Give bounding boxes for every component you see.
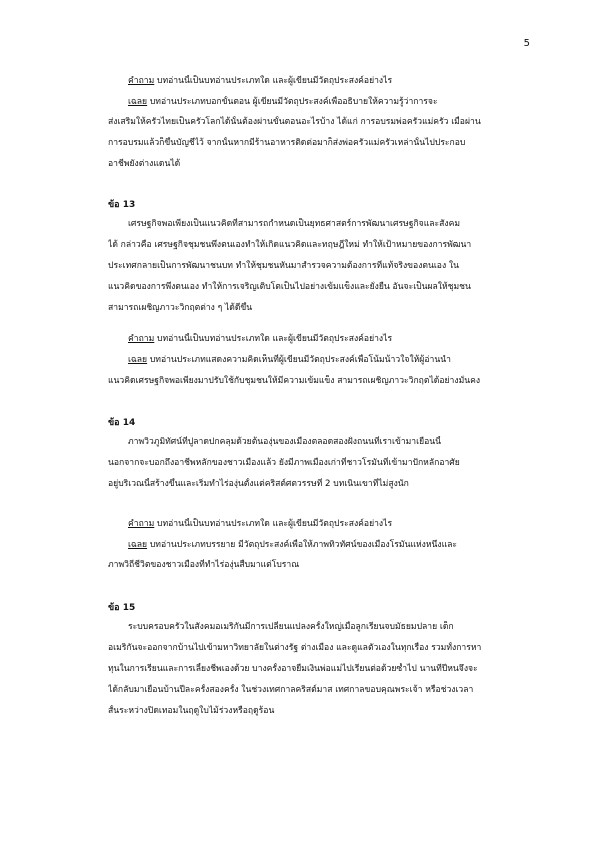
q14-answer-label: เฉลย	[128, 540, 148, 550]
page-number: 5	[523, 38, 530, 49]
q14-question-text: บทอ่านนี้เป็นบทอ่านประเภทใด และผู้เขียนมีวัตถุประสงค์อย่างไร	[154, 519, 393, 529]
q12-question-label: คำถาม	[128, 76, 155, 86]
q13-paragraph-line: ได้ กล่าวคือ เศรษฐกิจชุมชนพึ่งตนเองทำให้เกิดแนวคิดและทฤษฎีใหม่ ทำให้เป้าหมายของการพัฒนา	[108, 240, 472, 250]
q12-question-text: บทอ่านนี้เป็นบทอ่านประเภทใด และผู้เขียนมีวัตถุประสงค์อย่างไร	[154, 76, 393, 86]
q12-answer-line: การอบรมแล้วก็ขึ้นบัญชีไว้ จากนั้นหากมีร้านอาหารติดต่อมาก็ส่งพ่อครัวแม่ครัวเหล่านั้นไปประกอบ	[108, 138, 466, 148]
q15-paragraph-line: สั้นระหว่างปิดเทอมในฤดูใบไม้ร่วงหรือฤดูร้อน	[108, 706, 275, 716]
q13-question	[128, 333, 548, 345]
q14-paragraph-line: นอกจากจะบอกถึงอาชีพหลักของชาวเมืองแล้ว ยังมีภาพเมืองเก่าที่ชาวโรมันที่เข้ามาปักหลักอาศัย	[108, 458, 460, 468]
q13-answer-label: เฉลย	[128, 355, 148, 365]
q14-paragraph-line: ภาพวิวภูมิทัศน์ที่ปูลาดปกคลุมด้วยต้นองุ่นของเมืองตลอดสองฝั่งถนนที่เราเข้ามาเยือนนี้	[128, 437, 442, 447]
q15-heading: ข้อ 15	[108, 603, 136, 613]
q13-paragraph-line: สามารถเผชิญภาวะวิกฤตต่าง ๆ ได้ดีขึ้น	[108, 303, 253, 313]
q13-question-label: คำถาม	[128, 334, 155, 344]
q13-question-text: บทอ่านนี้เป็นบทอ่านประเภทใด และผู้เขียนมีวัตถุประสงค์อย่างไร	[154, 334, 393, 344]
q13-paragraph-line: ประเทศกลายเป็นการพัฒนาชนบท ทำให้ชุมชนหันมาสำรวจความต้องการที่แท้จริงของตนเอง ใน	[108, 261, 459, 271]
q12-answer-text: บทอ่านประเภทบอกขั้นตอน ผู้เขียนมีวัตถุประสงค์เพื่ออธิบายให้ความรู้ว่าการจะ	[147, 97, 438, 107]
q15-paragraph-line: ได้กลับมาเยือนบ้านปีละครั้งสองครั้ง ในช่วงเทศกาลคริสต์มาส เทศกาลขอบคุณพระเจ้า หรือช่วงเวลา	[108, 685, 474, 695]
q14-answer-text: บทอ่านประเภทบรรยาย มีวัตถุประสงค์เพื่อให้ภาพทิวทัศน์ของเมืองโรมันแห่งหนึ่งและ	[147, 540, 458, 550]
q15-paragraph-line: ระบบครอบครัวในสังคมอเมริกันมีการเปลี่ยนแปลงครั้งใหญ่เมื่อลูกเรียนจบมัธยมปลาย เด็ก	[128, 622, 454, 632]
q13-heading: ข้อ 13	[108, 200, 136, 210]
q15-paragraph-line: อเมริกันจะออกจากบ้านไปเข้ามหาวิทยาลัยในต่างรัฐ ต่างเมือง และดูแลตัวเองในทุกเรื่อง รวมทั้งการหา	[108, 643, 482, 653]
q13-answer-line	[128, 354, 548, 366]
q13-answer-text: บทอ่านประเภทแสดงความคิดเห็นที่ผู้เขียนมีวัตถุประสงค์เพื่อโน้มน้าวใจให้ผู้อ่านนำ	[147, 355, 451, 365]
q14-paragraph-line: อยู่บริเวณนี้สร้างขึ้นและเริ่มทำไร่องุ่นตั้งแต่คริสต์ศตวรรษที่ 2 บทเนินเขาที่ไม่สูงนัก	[108, 479, 409, 489]
q14-question	[128, 518, 548, 530]
q12-answer-line: ส่งเสริมให้ครัวไทยเป็นครัวโลกได้นั้นต้องผ่านขั้นตอนอะไรบ้าง ได้แก่ การอบรมพ่อครัวแม่ครัว เมื่อผ่าน	[108, 117, 481, 127]
q14-heading: ข้อ 14	[108, 418, 136, 428]
q12-question	[128, 75, 548, 87]
q13-paragraph-line: เศรษฐกิจพอเพียงเป็นแนวคิดที่สามารถกำหนดเป็นยุทธศาสตร์การพัฒนาเศรษฐกิจและสังคม	[128, 219, 460, 229]
q12-answer-line: อาชีพยังต่างแดนได้	[108, 159, 181, 169]
q12-answer-line	[128, 96, 548, 108]
q13-paragraph-line: แนวคิดของการพึ่งตนเอง ทำให้การเจริญเติบโตเป็นไปอย่างเข้มแข็งและยั่งยืน อันจะเป็นผลให้ชุมชน	[108, 282, 471, 292]
q15-paragraph-line: ทุนในการเรียนและการเลี้ยงชีพเองด้วย บางครั้งอาจยืมเงินพ่อแม่ไปเรียนต่อด้วยซ้ำไป นานทีปีหนจึงจะ	[108, 664, 478, 674]
q14-question-label: คำถาม	[128, 519, 155, 529]
q14-answer-line: ภาพวิถีชีวิตของชาวเมืองที่ทำไร่องุ่นสืบมาแต่โบราณ	[108, 560, 300, 570]
q14-answer-line	[128, 539, 548, 551]
q12-answer-label: เฉลย	[128, 97, 148, 107]
q13-answer-line: แนวคิดเศรษฐกิจพอเพียงมาปรับใช้กับชุมชนให้มีความเข้มแข็ง สามารถเผชิญภาวะวิกฤตได้อย่างมั่นคง	[108, 376, 481, 386]
